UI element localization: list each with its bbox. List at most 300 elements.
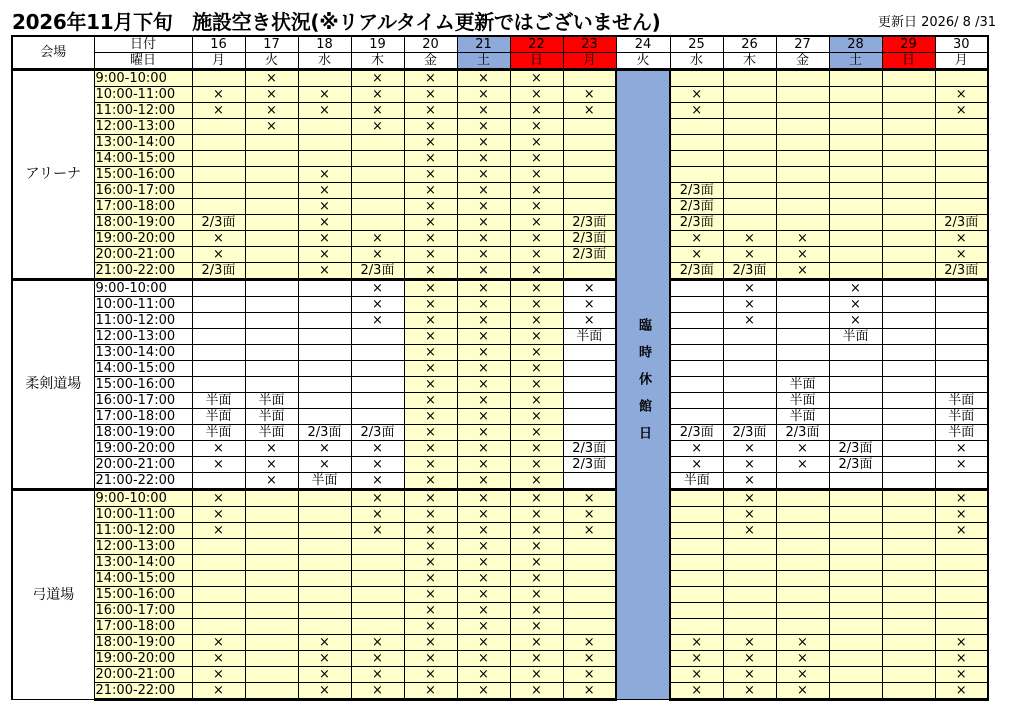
time-slot: 17:00-18:00 <box>94 199 192 215</box>
weekday-cell: 土 <box>457 53 510 70</box>
slot-cell: × <box>829 280 882 297</box>
slot-cell: × <box>457 87 510 103</box>
slot-cell: × <box>510 651 563 667</box>
slot-cell <box>776 361 829 377</box>
table-row <box>12 603 988 619</box>
table-row <box>12 425 988 441</box>
weekday-cell: 木 <box>723 53 776 70</box>
slot-cell <box>829 425 882 441</box>
slot-cell: × <box>776 683 829 700</box>
slot-cell: × <box>457 441 510 457</box>
slot-cell: × <box>351 247 404 263</box>
table-row <box>12 409 988 425</box>
slot-cell <box>192 135 245 151</box>
slot-cell: × <box>457 135 510 151</box>
slot-cell: × <box>776 441 829 457</box>
slot-cell: × <box>298 457 351 473</box>
slot-cell <box>245 683 298 700</box>
slot-cell <box>776 135 829 151</box>
slot-cell <box>563 263 616 280</box>
slot-cell: 半面 <box>776 409 829 425</box>
slot-cell <box>245 297 298 313</box>
slot-cell <box>670 603 723 619</box>
weekday-cell: 金 <box>404 53 457 70</box>
slot-cell: × <box>404 523 457 539</box>
slot-cell <box>723 555 776 571</box>
date-cell: 21 <box>457 36 510 53</box>
slot-cell <box>723 103 776 119</box>
slot-cell <box>245 247 298 263</box>
slot-cell <box>563 393 616 409</box>
slot-cell <box>776 183 829 199</box>
slot-cell: × <box>457 523 510 539</box>
slot-cell: × <box>457 183 510 199</box>
slot-cell: × <box>351 103 404 119</box>
weekday-label: 曜日 <box>94 53 192 70</box>
slot-cell: × <box>404 555 457 571</box>
slot-cell: × <box>192 523 245 539</box>
slot-cell <box>245 329 298 345</box>
date-cell: 16 <box>192 36 245 53</box>
slot-cell: × <box>404 199 457 215</box>
slot-cell: × <box>245 87 298 103</box>
slot-cell: × <box>298 247 351 263</box>
slot-cell: × <box>935 87 988 103</box>
slot-cell: × <box>457 425 510 441</box>
slot-cell: × <box>351 457 404 473</box>
table-row <box>12 667 988 683</box>
slot-cell: × <box>351 490 404 507</box>
slot-cell: × <box>457 377 510 393</box>
slot-cell: × <box>457 345 510 361</box>
table-row <box>12 231 988 247</box>
slot-cell: × <box>935 490 988 507</box>
slot-cell: × <box>510 87 563 103</box>
slot-cell: × <box>723 297 776 313</box>
slot-cell: × <box>563 507 616 523</box>
slot-cell: × <box>457 651 510 667</box>
slot-cell: × <box>510 199 563 215</box>
slot-cell: × <box>935 683 988 700</box>
slot-cell: × <box>510 215 563 231</box>
slot-cell: 半面 <box>670 473 723 490</box>
slot-cell <box>776 313 829 329</box>
slot-cell: × <box>245 70 298 87</box>
slot-cell <box>192 151 245 167</box>
slot-cell: × <box>457 393 510 409</box>
date-cell: 24 <box>616 36 670 53</box>
slot-cell <box>882 361 935 377</box>
slot-cell <box>723 151 776 167</box>
slot-cell <box>829 103 882 119</box>
slot-cell <box>935 199 988 215</box>
slot-cell <box>351 215 404 231</box>
slot-cell <box>935 329 988 345</box>
slot-cell <box>882 619 935 635</box>
slot-cell <box>776 539 829 555</box>
weekday-cell: 日 <box>510 53 563 70</box>
slot-cell <box>776 603 829 619</box>
slot-cell <box>245 313 298 329</box>
slot-cell <box>192 571 245 587</box>
slot-cell <box>192 70 245 87</box>
slot-cell: × <box>404 247 457 263</box>
slot-cell <box>776 280 829 297</box>
weekday-cell: 火 <box>245 53 298 70</box>
slot-cell <box>245 199 298 215</box>
slot-cell: × <box>298 215 351 231</box>
slot-cell <box>935 603 988 619</box>
slot-cell <box>882 377 935 393</box>
slot-cell <box>298 377 351 393</box>
weekday-cell: 火 <box>616 53 670 70</box>
slot-cell: × <box>404 490 457 507</box>
slot-cell <box>351 619 404 635</box>
slot-cell <box>882 313 935 329</box>
slot-cell <box>723 183 776 199</box>
slot-cell: × <box>457 231 510 247</box>
slot-cell: × <box>670 247 723 263</box>
time-slot: 18:00-19:00 <box>94 635 192 651</box>
slot-cell: × <box>245 119 298 135</box>
slot-cell <box>829 183 882 199</box>
slot-cell: × <box>563 635 616 651</box>
slot-cell: × <box>404 377 457 393</box>
slot-cell: × <box>670 457 723 473</box>
time-slot: 9:00-10:00 <box>94 490 192 507</box>
slot-cell <box>935 587 988 603</box>
slot-cell: × <box>510 313 563 329</box>
slot-cell: 2/3面 <box>670 425 723 441</box>
slot-cell <box>829 247 882 263</box>
slot-cell <box>882 667 935 683</box>
table-row <box>12 377 988 393</box>
time-slot: 9:00-10:00 <box>94 280 192 297</box>
weekday-cell: 月 <box>563 53 616 70</box>
slot-cell: × <box>563 87 616 103</box>
slot-cell <box>245 603 298 619</box>
slot-cell <box>776 523 829 539</box>
slot-cell: × <box>298 231 351 247</box>
slot-cell: × <box>457 151 510 167</box>
slot-cell: × <box>510 523 563 539</box>
slot-cell: × <box>670 231 723 247</box>
slot-cell: × <box>510 409 563 425</box>
slot-cell: × <box>404 409 457 425</box>
slot-cell: × <box>404 297 457 313</box>
slot-cell <box>882 151 935 167</box>
slot-cell <box>298 70 351 87</box>
slot-cell <box>829 199 882 215</box>
time-slot: 16:00-17:00 <box>94 603 192 619</box>
slot-cell <box>245 490 298 507</box>
time-slot: 16:00-17:00 <box>94 183 192 199</box>
slot-cell: × <box>723 231 776 247</box>
slot-cell: × <box>935 247 988 263</box>
slot-cell <box>723 393 776 409</box>
slot-cell <box>829 151 882 167</box>
slot-cell: × <box>457 571 510 587</box>
table-row <box>12 345 988 361</box>
slot-cell: 半面 <box>245 409 298 425</box>
slot-cell: × <box>935 651 988 667</box>
slot-cell <box>882 297 935 313</box>
table-row <box>12 215 988 231</box>
slot-cell: × <box>670 103 723 119</box>
slot-cell <box>563 555 616 571</box>
slot-cell: × <box>457 103 510 119</box>
slot-cell <box>935 280 988 297</box>
slot-cell <box>882 135 935 151</box>
slot-cell <box>776 587 829 603</box>
slot-cell <box>298 619 351 635</box>
slot-cell: × <box>457 280 510 297</box>
slot-cell <box>882 183 935 199</box>
slot-cell: × <box>510 247 563 263</box>
slot-cell <box>298 151 351 167</box>
date-cell: 27 <box>776 36 829 53</box>
slot-cell: × <box>404 603 457 619</box>
slot-cell <box>192 361 245 377</box>
table-row <box>12 555 988 571</box>
slot-cell: × <box>723 523 776 539</box>
slot-cell: × <box>563 280 616 297</box>
slot-cell: × <box>563 297 616 313</box>
slot-cell <box>563 361 616 377</box>
slot-cell: × <box>404 103 457 119</box>
time-slot: 21:00-22:00 <box>94 263 192 280</box>
slot-cell: × <box>563 523 616 539</box>
slot-cell <box>351 151 404 167</box>
slot-cell <box>245 377 298 393</box>
slot-cell <box>723 119 776 135</box>
slot-cell: × <box>404 667 457 683</box>
table-row <box>12 183 988 199</box>
table-row <box>12 297 988 313</box>
slot-cell <box>829 70 882 87</box>
slot-cell: × <box>351 441 404 457</box>
slot-cell <box>882 231 935 247</box>
slot-cell: × <box>298 635 351 651</box>
weekday-cell: 月 <box>935 53 988 70</box>
time-slot: 11:00-12:00 <box>94 523 192 539</box>
slot-cell <box>245 539 298 555</box>
slot-cell <box>829 635 882 651</box>
date-cell: 30 <box>935 36 988 53</box>
slot-cell <box>670 587 723 603</box>
slot-cell: × <box>404 393 457 409</box>
slot-cell: × <box>670 441 723 457</box>
slot-cell: × <box>404 70 457 87</box>
slot-cell: × <box>935 507 988 523</box>
slot-cell: × <box>351 651 404 667</box>
table-row <box>12 263 988 280</box>
slot-cell <box>882 280 935 297</box>
slot-cell: × <box>457 603 510 619</box>
slot-cell <box>935 539 988 555</box>
slot-cell: 2/3面 <box>192 215 245 231</box>
slot-cell <box>935 119 988 135</box>
slot-cell <box>829 263 882 280</box>
slot-cell <box>298 393 351 409</box>
slot-cell <box>298 119 351 135</box>
slot-cell: × <box>351 473 404 490</box>
slot-cell <box>563 473 616 490</box>
slot-cell: × <box>670 667 723 683</box>
slot-cell: × <box>298 441 351 457</box>
slot-cell <box>298 361 351 377</box>
slot-cell <box>298 345 351 361</box>
slot-cell <box>882 329 935 345</box>
slot-cell: 半面 <box>192 393 245 409</box>
table-row <box>12 151 988 167</box>
slot-cell: × <box>192 651 245 667</box>
slot-cell <box>351 539 404 555</box>
slot-cell <box>245 667 298 683</box>
time-slot: 9:00-10:00 <box>94 70 192 87</box>
slot-cell <box>298 539 351 555</box>
time-slot: 14:00-15:00 <box>94 361 192 377</box>
slot-cell: × <box>404 473 457 490</box>
slot-cell <box>829 393 882 409</box>
slot-cell <box>882 425 935 441</box>
slot-cell: 2/3面 <box>723 425 776 441</box>
slot-cell: × <box>298 667 351 683</box>
slot-cell <box>670 571 723 587</box>
slot-cell <box>829 377 882 393</box>
slot-cell: × <box>457 457 510 473</box>
slot-cell <box>935 473 988 490</box>
time-slot: 11:00-12:00 <box>94 313 192 329</box>
slot-cell: × <box>723 683 776 700</box>
slot-cell: 半面 <box>935 393 988 409</box>
slot-cell <box>298 280 351 297</box>
slot-cell: × <box>829 297 882 313</box>
slot-cell <box>245 135 298 151</box>
slot-cell: × <box>776 667 829 683</box>
slot-cell <box>298 313 351 329</box>
slot-cell: × <box>351 87 404 103</box>
slot-cell: × <box>457 70 510 87</box>
slot-cell <box>829 473 882 490</box>
time-slot: 20:00-21:00 <box>94 667 192 683</box>
slot-cell: × <box>192 507 245 523</box>
slot-cell: × <box>404 651 457 667</box>
slot-cell: × <box>404 183 457 199</box>
slot-cell <box>245 651 298 667</box>
slot-cell: × <box>670 87 723 103</box>
slot-cell: × <box>935 231 988 247</box>
slot-cell: × <box>245 473 298 490</box>
table-row <box>12 490 988 507</box>
slot-cell: × <box>404 167 457 183</box>
slot-cell <box>776 119 829 135</box>
slot-cell <box>776 473 829 490</box>
slot-cell: × <box>723 247 776 263</box>
slot-cell <box>776 490 829 507</box>
slot-cell: × <box>404 329 457 345</box>
slot-cell: × <box>457 409 510 425</box>
venue-name: 弓道場 <box>12 490 94 700</box>
slot-cell: × <box>192 635 245 651</box>
slot-cell: × <box>670 635 723 651</box>
slot-cell: × <box>723 280 776 297</box>
slot-cell: × <box>510 555 563 571</box>
slot-cell <box>829 490 882 507</box>
table-row <box>12 70 988 87</box>
slot-cell <box>563 619 616 635</box>
slot-cell <box>351 409 404 425</box>
slot-cell <box>829 539 882 555</box>
time-slot: 14:00-15:00 <box>94 571 192 587</box>
slot-cell <box>776 507 829 523</box>
slot-cell: × <box>404 571 457 587</box>
table-row <box>12 507 988 523</box>
slot-cell <box>298 409 351 425</box>
slot-cell: × <box>404 119 457 135</box>
date-cell: 25 <box>670 36 723 53</box>
slot-cell <box>670 119 723 135</box>
slot-cell: × <box>510 603 563 619</box>
slot-cell <box>829 571 882 587</box>
slot-cell <box>882 473 935 490</box>
time-slot: 19:00-20:00 <box>94 231 192 247</box>
slot-cell <box>351 167 404 183</box>
time-slot: 11:00-12:00 <box>94 103 192 119</box>
slot-cell <box>670 280 723 297</box>
slot-cell <box>670 523 723 539</box>
slot-cell <box>776 215 829 231</box>
slot-cell: × <box>723 651 776 667</box>
slot-cell: 半面 <box>776 377 829 393</box>
slot-cell: × <box>935 441 988 457</box>
date-cell: 26 <box>723 36 776 53</box>
slot-cell <box>670 345 723 361</box>
slot-cell: × <box>723 457 776 473</box>
slot-cell <box>776 345 829 361</box>
slot-cell: × <box>351 523 404 539</box>
slot-cell: × <box>404 457 457 473</box>
slot-cell: × <box>457 473 510 490</box>
slot-cell <box>192 297 245 313</box>
slot-cell: × <box>510 457 563 473</box>
slot-cell: × <box>510 635 563 651</box>
slot-cell: 2/3面 <box>563 441 616 457</box>
table-row <box>12 457 988 473</box>
slot-cell <box>670 555 723 571</box>
slot-cell <box>776 87 829 103</box>
slot-cell: × <box>776 263 829 280</box>
slot-cell: × <box>192 103 245 119</box>
slot-cell: × <box>298 263 351 280</box>
slot-cell <box>245 151 298 167</box>
venue-name: 柔剣道場 <box>12 280 94 490</box>
slot-cell <box>245 345 298 361</box>
venue-name: アリーナ <box>12 70 94 280</box>
slot-cell: × <box>404 635 457 651</box>
slot-cell: × <box>298 167 351 183</box>
slot-cell <box>882 167 935 183</box>
slot-cell <box>298 507 351 523</box>
slot-cell <box>829 361 882 377</box>
slot-cell <box>882 215 935 231</box>
slot-cell <box>882 635 935 651</box>
slot-cell <box>935 183 988 199</box>
slot-cell <box>882 119 935 135</box>
slot-cell <box>776 555 829 571</box>
slot-cell <box>563 151 616 167</box>
slot-cell: × <box>351 280 404 297</box>
